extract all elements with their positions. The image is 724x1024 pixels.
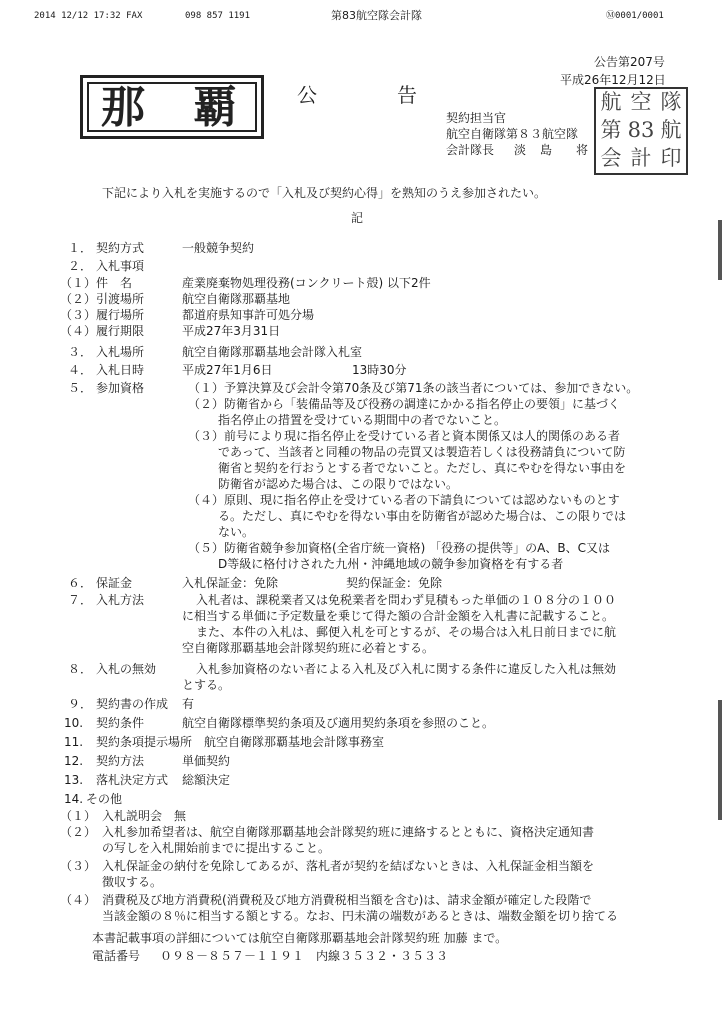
s9-value: 有 — [182, 697, 195, 711]
footer-phone-label: 電話番号 — [92, 949, 141, 963]
seal-char: 印 — [660, 146, 682, 170]
s8-line: 入札参加資格のない者による入札及び入札に関する条件に違反した入札は無効 — [196, 662, 617, 676]
fax-page: Ⓜ0001/0001 — [606, 11, 664, 21]
fax-datetime: 2014 12/12 17:32 FAX — [34, 11, 143, 21]
seal-char: 会 — [600, 146, 622, 170]
s7-num: ７． — [68, 593, 93, 607]
issuer-name1: 淡 — [514, 143, 527, 157]
footer-phone-value: ０９８－８５７－１１９１ 内線３５３２・３５３３ — [160, 949, 449, 963]
s11-num: 11. — [64, 735, 84, 749]
s13-label: 落札決定方式 — [96, 773, 169, 787]
s3-label: 入札場所 — [96, 345, 145, 359]
s14-num: 14. — [64, 792, 84, 806]
s2-num: ２． — [68, 259, 93, 273]
issuer-line3-label: 会計隊長 — [446, 143, 495, 157]
notice-date: 平成26年12月12日 — [560, 73, 666, 87]
s2-1-num: （１） — [60, 276, 97, 290]
naha-stamp — [80, 75, 264, 139]
seal-char: 空 — [630, 90, 652, 114]
issuer-line1: 契約担当官 — [446, 111, 507, 125]
s6-value1: 入札保証金：免除 — [182, 576, 279, 590]
s14-line: （１） 入札説明会 無 — [60, 809, 187, 823]
s14-line: 徴収する。 — [102, 875, 163, 889]
stamp-char: 覇 — [193, 82, 237, 133]
s4-num: ４． — [68, 363, 93, 377]
s2-1-value: 産業廃棄物処理役務(コンクリート殻) 以下2件 — [182, 276, 431, 290]
s12-value: 単価契約 — [182, 754, 231, 768]
s10-num: 10. — [64, 716, 84, 730]
s11-value: 航空自衛隊那覇基地会計隊事務室 — [204, 735, 385, 749]
s2-3-value: 都道府県知事許可処分場 — [182, 308, 315, 322]
s2-4-label: 履行期限 — [96, 324, 145, 338]
s5-line: （１）予算決算及び会計令第70条及び第71条の該当者については、参加できない。 — [188, 381, 639, 395]
seal-char: 第 — [600, 118, 622, 142]
s9-num: ９． — [68, 697, 93, 711]
s11-label: 契約条項提示場所 — [96, 735, 193, 749]
s2-2-label: 引渡場所 — [96, 292, 145, 306]
seal-char: 航 — [600, 90, 622, 114]
s2-2-num: （２） — [60, 292, 97, 306]
s14-line: の写しを入札開始前までに提出すること。 — [102, 841, 331, 855]
s2-3-num: （３） — [60, 308, 97, 322]
s13-num: 13. — [64, 773, 84, 787]
s5-line: （３）前号により現に指名停止を受けている者と資本関係又は人的関係のある者 — [188, 429, 621, 443]
s3-value: 航空自衛隊那覇基地会計隊入札室 — [182, 345, 363, 359]
s14-line: （２） 入札参加希望者は、航空自衛隊那覇基地会計隊契約班に連絡するとともに、資格決定通知書 — [60, 825, 595, 839]
s4-time: 13時30分 — [352, 363, 407, 377]
seal-char: 航 — [660, 118, 682, 142]
title-char: 告 — [397, 83, 417, 107]
s5-line: であって、当該者と同種の物品の売買又は製造若しくは役務請負について防 — [218, 445, 626, 459]
issuer-name2: 島 — [540, 143, 553, 157]
s5-line: （２）防衛省から「装備品等及び役務の調達にかかる指名停止の要領」に基づく — [188, 397, 621, 411]
s14-label: その他 — [86, 792, 123, 806]
s7-line: 入札者は、課税業者又は免税業者を問わず見積もった単価の１０８分の１００ — [196, 593, 617, 607]
ki-heading: 記 — [351, 211, 364, 225]
s5-line: 防衛省が認めた場合は、この限りではない。 — [218, 477, 459, 491]
scan-edge-mark — [718, 700, 722, 820]
s7-line: に相当する単価に予定数量を乗じて得た額の合計金額を入札書に記載すること。 — [182, 609, 615, 623]
s5-line: D等級に格付けされた九州・沖縄地域の競争参加資格を有する者 — [218, 557, 564, 571]
s13-value: 総額決定 — [182, 773, 231, 787]
s1-value: 一般競争契約 — [182, 241, 255, 255]
s4-value: 平成27年1月6日 — [182, 363, 273, 377]
s8-num: ８． — [68, 662, 93, 676]
issuer-line2: 航空自衛隊第８３航空隊 — [446, 127, 579, 141]
s7-label: 入札方法 — [96, 593, 145, 607]
s12-num: 12. — [64, 754, 84, 768]
s5-line: る。ただし、真にやむを得ない事由を防衛省が認めた場合は、この限りでは — [218, 509, 627, 523]
s2-1-label: 件 名 — [96, 276, 133, 290]
s2-4-num: （４） — [60, 324, 97, 338]
s5-line: （４）原則、現に指名停止を受けている者の下請負については認めないものとす — [188, 493, 620, 507]
intro-text: 下記により入札を実施するので「入札及び契約心得」を熟知のうえ参加されたい。 — [102, 186, 547, 200]
s5-line: 指名停止の措置を受けている期間中の者でないこと。 — [218, 413, 507, 427]
s14-line: （３） 入札保証金の納付を免除してあるが、落札者が契約を結ばないときは、入札保証金相当額を — [60, 859, 595, 873]
s12-label: 契約方法 — [96, 754, 145, 768]
s2-3-label: 履行場所 — [96, 308, 145, 322]
s10-value: 航空自衛隊標準契約条項及び適用契約条項を参照のこと。 — [182, 716, 495, 730]
s4-label: 入札日時 — [96, 363, 145, 377]
s14-line: （４） 消費税及び地方消費税(消費税及び地方消費税相当額を含む)は、請求金額が確定した段階で — [60, 893, 592, 907]
seal-char: 計 — [630, 146, 652, 170]
s9-label: 契約書の作成 — [96, 697, 169, 711]
s10-label: 契約条件 — [96, 716, 145, 730]
s1-label: 契約方式 — [96, 241, 145, 255]
seal-char: 隊 — [660, 90, 682, 114]
s7-line: 空自衛隊那覇基地会計隊契約班に必着とする。 — [182, 641, 435, 655]
s8-label: 入札の無効 — [96, 662, 157, 676]
stamp-char: 那 — [101, 82, 145, 133]
seal-char: 83 — [627, 118, 655, 142]
footer-line1: 本書記載事項の詳細については航空自衛隊那覇基地会計隊契約班 加藤 まで。 — [92, 931, 508, 945]
s14-line: 当該金額の８％に相当する額とする。なお、円未満の端数があるときは、端数金額を切り捨てる — [102, 909, 619, 923]
s5-num: ５． — [68, 381, 93, 395]
fax-icon: Ⓜ — [606, 11, 616, 21]
fax-sender: 第83航空隊会計隊 — [331, 9, 422, 22]
s6-num: ６． — [68, 576, 93, 590]
issuer-title-suffix: 将 — [576, 143, 589, 157]
fax-number: 098 857 1191 — [185, 11, 251, 21]
s5-label: 参加資格 — [96, 381, 145, 395]
title-char: 公 — [297, 83, 317, 107]
s6-label: 保証金 — [96, 576, 133, 590]
s1-num: １． — [68, 241, 93, 255]
s3-num: ３． — [68, 345, 93, 359]
s2-label: 入札事項 — [96, 259, 145, 273]
s5-line: 衛省と契約を行おうとする者でないこと。ただし、真にやむを得ない事由を — [218, 461, 627, 475]
scan-edge-mark — [718, 220, 722, 280]
s2-2-value: 航空自衛隊那覇基地 — [182, 292, 291, 306]
s2-4-value: 平成27年3月31日 — [182, 324, 281, 338]
notice-number: 公告第207号 — [594, 55, 665, 69]
s5-line: （５）防衛省競争参加資格(全省庁統一資格) 「役務の提供等」のA、B、C又は — [188, 541, 611, 555]
s7-line: また、本件の入札は、郵便入札を可とするが、その場合は入札日前日までに航 — [196, 625, 617, 639]
s5-line: ない。 — [218, 525, 255, 539]
s6-value2: 契約保証金：免除 — [346, 576, 443, 590]
s8-line: とする。 — [182, 678, 231, 692]
official-seal — [594, 87, 688, 175]
